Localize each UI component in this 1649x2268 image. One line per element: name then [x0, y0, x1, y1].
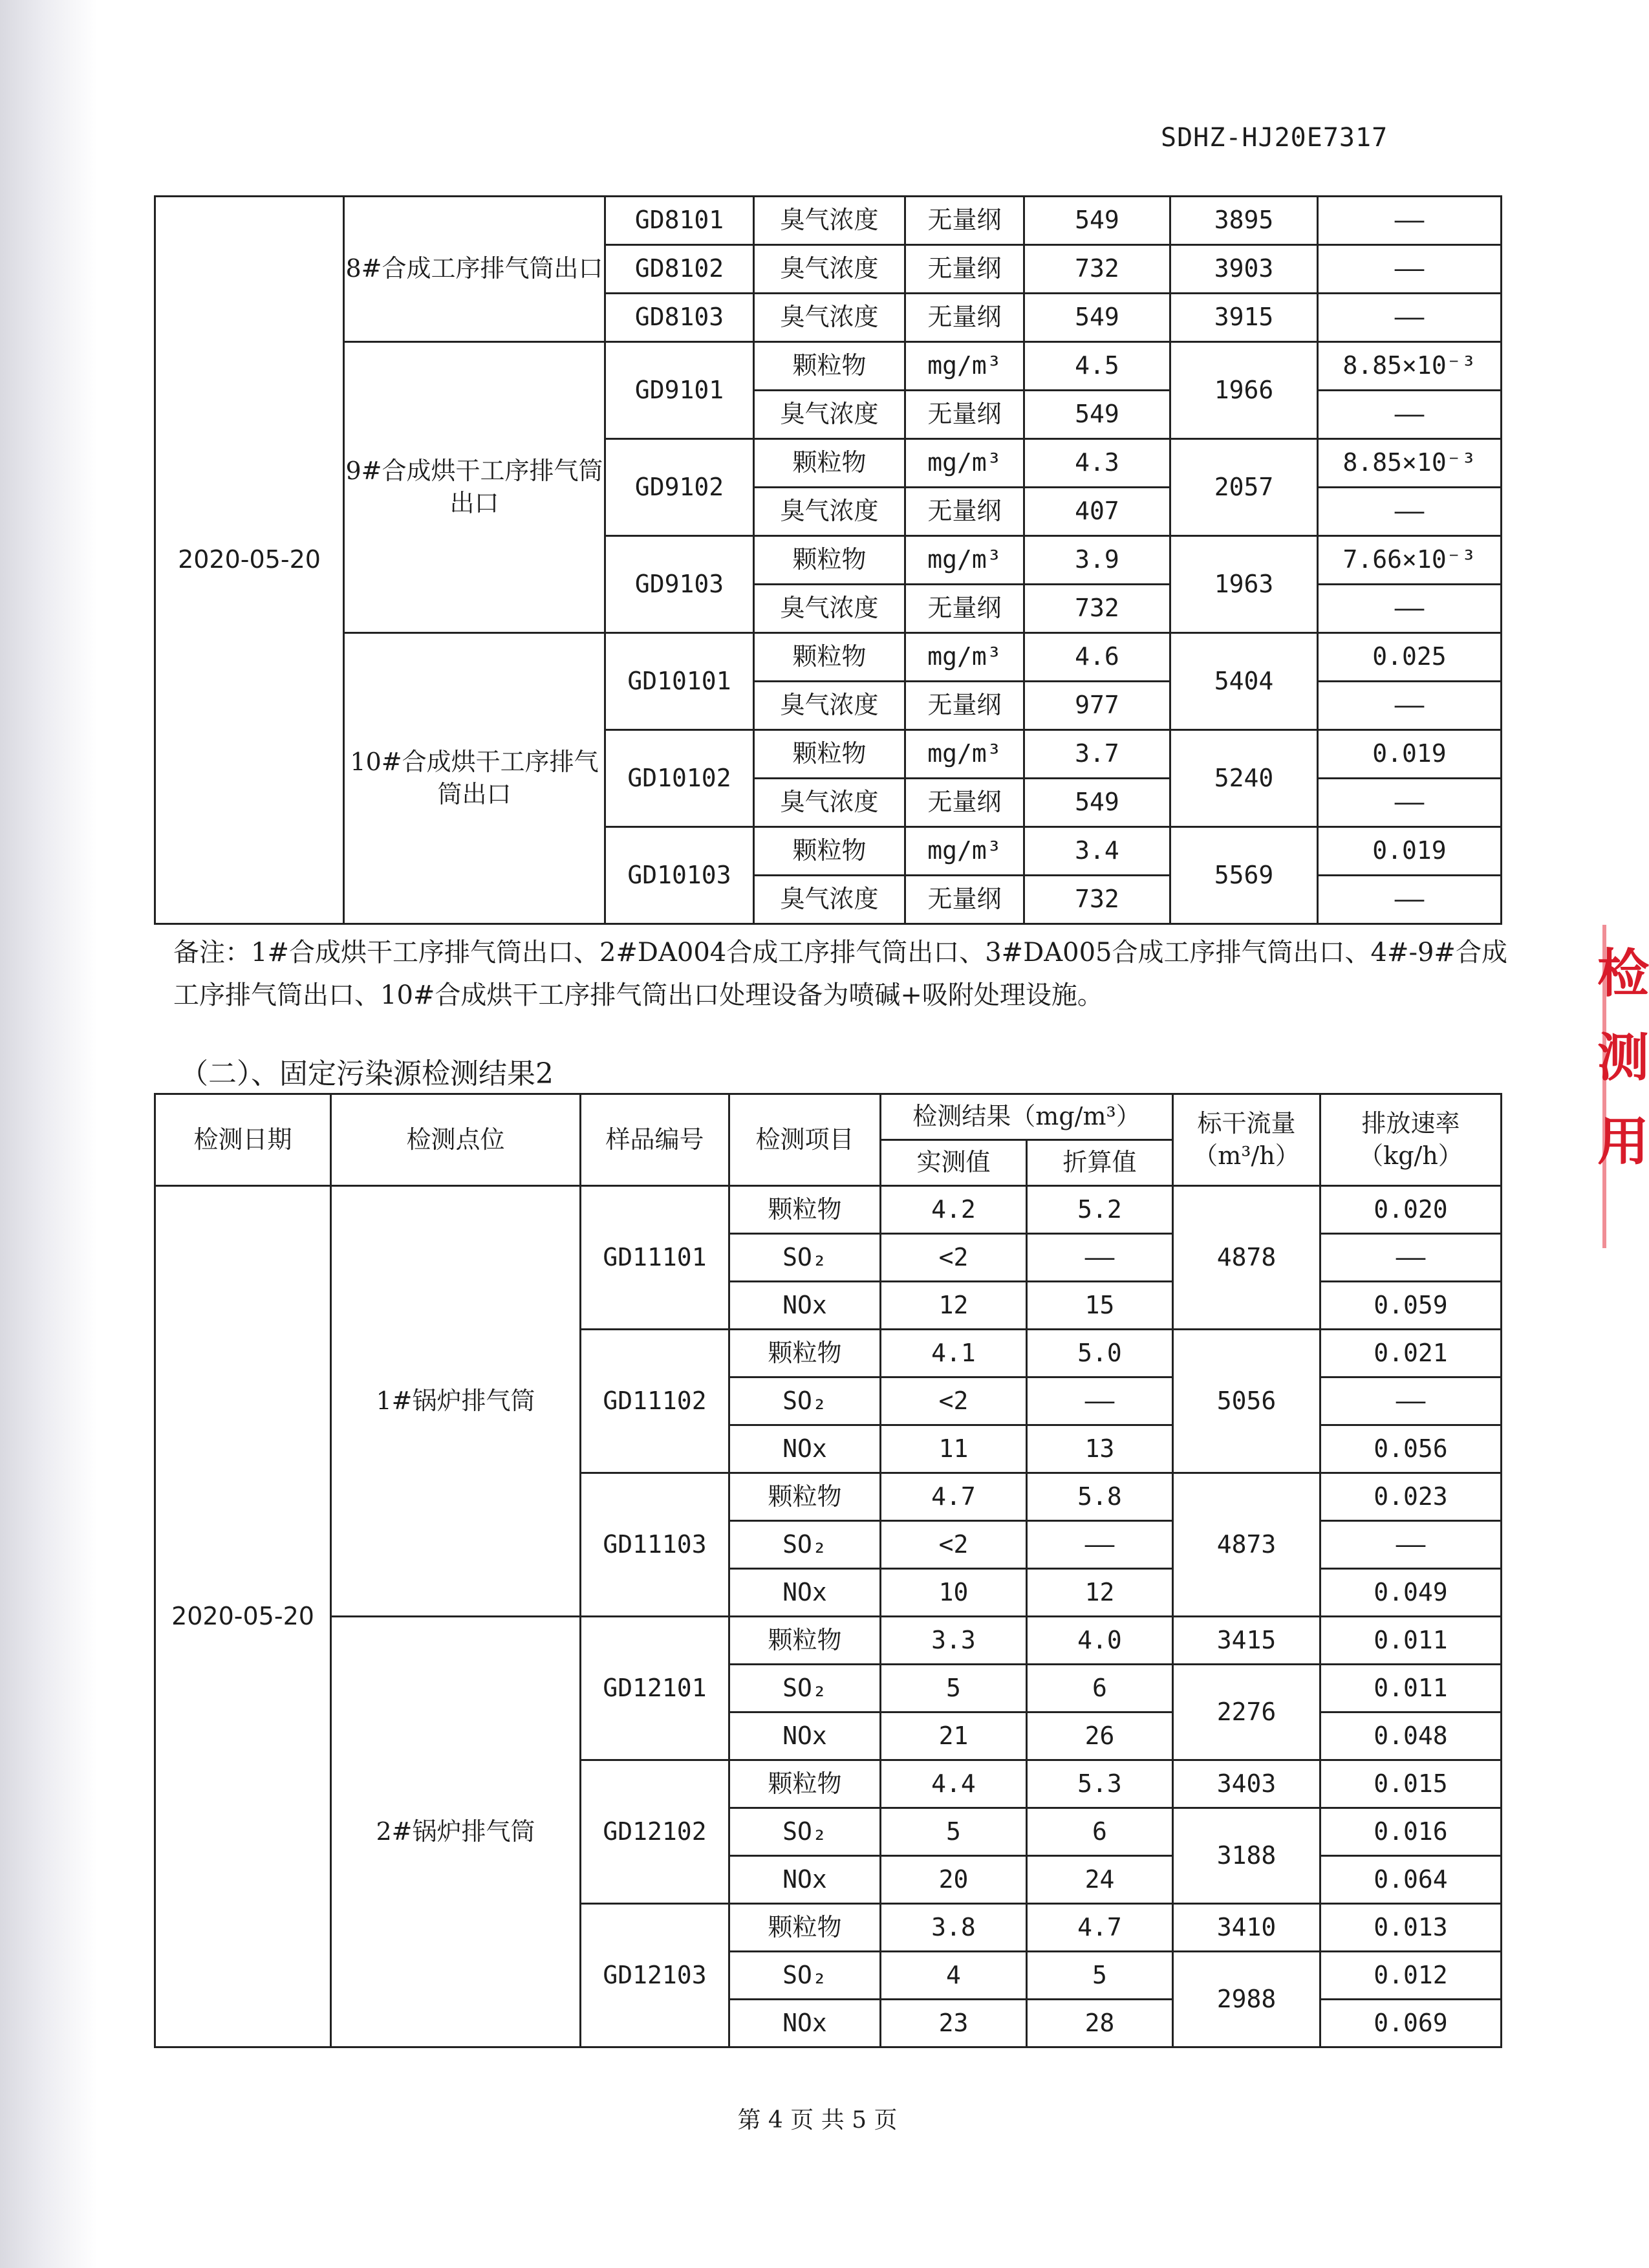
converted-value: 5.2: [1027, 1186, 1173, 1234]
test-item: 颗粒物: [729, 1617, 881, 1665]
table-row: [155, 633, 1502, 682]
converted-value: 5: [1027, 1952, 1173, 2000]
emission-rate: ——: [1318, 585, 1502, 633]
measured-value: 549: [1024, 294, 1170, 342]
table-row: [155, 197, 1502, 245]
unit: mg/m³: [905, 536, 1024, 585]
measured-value: 3.4: [1024, 827, 1170, 876]
test-item: 颗粒物: [754, 536, 905, 585]
test-item: SO₂: [729, 1808, 881, 1856]
emission-rate: ——: [1318, 876, 1502, 924]
header-rate-unit: （kg/h）: [1359, 1141, 1463, 1170]
unit: mg/m³: [905, 827, 1024, 876]
flow-rate: 2988: [1173, 1952, 1320, 2047]
converted-value: 4.0: [1027, 1617, 1173, 1665]
converted-value: 5.8: [1027, 1473, 1173, 1521]
test-item: SO₂: [729, 1665, 881, 1712]
converted-value: ——: [1027, 1521, 1173, 1569]
flow-rate: 1966: [1170, 342, 1318, 439]
converted-value: 28: [1027, 2000, 1173, 2047]
emission-rate: ——: [1318, 779, 1502, 827]
test-date: 2020-05-20: [155, 1186, 331, 2047]
emission-rate: 0.019: [1318, 827, 1502, 876]
measured-value: 10: [881, 1569, 1027, 1617]
emission-rate: 7.66×10⁻³: [1318, 536, 1502, 585]
measured-value: 732: [1024, 245, 1170, 294]
measured-value: 549: [1024, 391, 1170, 439]
converted-value: ——: [1027, 1377, 1173, 1425]
header-converted: 折算值: [1027, 1140, 1173, 1186]
test-item: 颗粒物: [729, 1473, 881, 1521]
measured-value: 23: [881, 2000, 1027, 2047]
converted-value: 12: [1027, 1569, 1173, 1617]
header-measured: 实测值: [881, 1140, 1027, 1186]
emission-rate: 0.048: [1320, 1712, 1502, 1760]
test-item: 臭气浓度: [754, 488, 905, 536]
emission-rate: ——: [1320, 1234, 1502, 1282]
test-date: 2020-05-20: [155, 197, 344, 924]
flow-rate: 4878: [1173, 1186, 1320, 1330]
test-item: 臭气浓度: [754, 876, 905, 924]
test-item: SO₂: [729, 1234, 881, 1282]
emission-rate: 8.85×10⁻³: [1318, 439, 1502, 488]
test-item: 颗粒物: [729, 1330, 881, 1377]
test-item: 臭气浓度: [754, 245, 905, 294]
emission-rate: 0.023: [1320, 1473, 1502, 1521]
test-item: NOx: [729, 1856, 881, 1904]
test-item: 颗粒物: [754, 633, 905, 682]
converted-value: 5.3: [1027, 1760, 1173, 1808]
test-item: 臭气浓度: [754, 682, 905, 730]
measured-value: 21: [881, 1712, 1027, 1760]
sample-id: GD9103: [605, 536, 754, 633]
emission-rate: ——: [1320, 1521, 1502, 1569]
emission-rate: 0.025: [1318, 633, 1502, 682]
emission-rate: ——: [1318, 488, 1502, 536]
header-point: 检测点位: [331, 1094, 581, 1186]
flow-rate: 1963: [1170, 536, 1318, 633]
header-rate: [1320, 1094, 1502, 1186]
flow-rate: 4873: [1173, 1473, 1320, 1617]
measured-value: 11: [881, 1425, 1027, 1473]
test-point: 9#合成烘干工序排气筒出口: [344, 342, 605, 633]
flow-rate: 5569: [1170, 827, 1318, 924]
sample-id: GD10103: [605, 827, 754, 924]
test-item: 颗粒物: [754, 439, 905, 488]
sample-id: GD11102: [581, 1330, 729, 1473]
emission-rate: ——: [1318, 682, 1502, 730]
test-item: NOx: [729, 1425, 881, 1473]
header-sample: 样品编号: [581, 1094, 729, 1186]
emission-rate: 0.059: [1320, 1282, 1502, 1330]
test-item: SO₂: [729, 1952, 881, 2000]
sample-id: GD12103: [581, 1904, 729, 2047]
test-item: 颗粒物: [729, 1904, 881, 1952]
sample-id: GD12101: [581, 1617, 729, 1760]
table-row: [155, 342, 1502, 391]
test-item: NOx: [729, 1712, 881, 1760]
emission-rate: 0.019: [1318, 730, 1502, 779]
flow-rate: 3410: [1173, 1904, 1320, 1952]
test-item: NOx: [729, 1282, 881, 1330]
measured-value: 5: [881, 1665, 1027, 1712]
measured-value: 20: [881, 1856, 1027, 1904]
emission-rate: 0.011: [1320, 1617, 1502, 1665]
flow-rate: 3895: [1170, 197, 1318, 245]
unit: 无量纲: [905, 197, 1024, 245]
test-item: 臭气浓度: [754, 391, 905, 439]
measured-value: 4.6: [1024, 633, 1170, 682]
document-id: SDHZ-HJ20E7317: [1161, 123, 1388, 153]
emission-rate: ——: [1318, 294, 1502, 342]
test-item: SO₂: [729, 1377, 881, 1425]
red-seal-stamp: 检 测 用: [1597, 943, 1649, 1172]
emission-rate: ——: [1318, 245, 1502, 294]
flow-rate: 5240: [1170, 730, 1318, 827]
test-item: 臭气浓度: [754, 197, 905, 245]
measured-value: 977: [1024, 682, 1170, 730]
emission-rate: 0.015: [1320, 1760, 1502, 1808]
flow-rate: 2057: [1170, 439, 1318, 536]
remark-note: 备注：1#合成烘干工序排气筒出口、2#DA004合成工序排气筒出口、3#DA005合成工序排气筒出口、4#-9#合成工序排气筒出口、10#合成烘干工序排气筒出口处理设备为喷碱+吸附处理设施。: [173, 938, 1507, 1010]
test-point: 10#合成烘干工序排气筒出口: [344, 633, 605, 924]
measured-value: <2: [881, 1377, 1027, 1425]
measured-value: 4.5: [1024, 342, 1170, 391]
measured-value: 3.9: [1024, 536, 1170, 585]
header-result: 检测结果（mg/m³）: [881, 1094, 1173, 1140]
header-rate-label: 排放速率: [1361, 1109, 1460, 1138]
emission-rate: 0.012: [1320, 1952, 1502, 2000]
emission-rate: 0.011: [1320, 1665, 1502, 1712]
measured-value: 3.8: [881, 1904, 1027, 1952]
sample-id: GD8102: [605, 245, 754, 294]
emission-rate: 0.049: [1320, 1569, 1502, 1617]
converted-value: 5.0: [1027, 1330, 1173, 1377]
emission-rate: ——: [1320, 1377, 1502, 1425]
converted-value: ——: [1027, 1234, 1173, 1282]
measured-value: 549: [1024, 197, 1170, 245]
measured-value: 4.7: [881, 1473, 1027, 1521]
sample-id: GD8103: [605, 294, 754, 342]
measured-value: 732: [1024, 585, 1170, 633]
sample-id: GD9101: [605, 342, 754, 439]
measured-value: 4.2: [881, 1186, 1027, 1234]
unit: 无量纲: [905, 245, 1024, 294]
test-item: 颗粒物: [729, 1186, 881, 1234]
converted-value: 6: [1027, 1808, 1173, 1856]
emission-rate: 8.85×10⁻³: [1318, 342, 1502, 391]
header-flow: [1173, 1094, 1320, 1186]
header-row: [155, 1094, 1502, 1140]
measured-value: 3.3: [881, 1617, 1027, 1665]
flow-rate: 3403: [1173, 1760, 1320, 1808]
emission-rate: ——: [1318, 391, 1502, 439]
unit: 无量纲: [905, 294, 1024, 342]
test-point: 2#锅炉排气筒: [331, 1617, 581, 2047]
test-item: 臭气浓度: [754, 294, 905, 342]
converted-value: 13: [1027, 1425, 1173, 1473]
header-date: 检测日期: [155, 1094, 331, 1186]
sample-id: GD12102: [581, 1760, 729, 1904]
unit: mg/m³: [905, 342, 1024, 391]
unit: mg/m³: [905, 633, 1024, 682]
test-item: 臭气浓度: [754, 585, 905, 633]
sample-id: GD10102: [605, 730, 754, 827]
measured-value: 4: [881, 1952, 1027, 2000]
header-flow-label: 标干流量: [1197, 1109, 1296, 1138]
flow-rate: 3915: [1170, 294, 1318, 342]
test-point: 1#锅炉排气筒: [331, 1186, 581, 1617]
sample-id: GD10101: [605, 633, 754, 730]
table-row: [155, 1186, 1502, 1234]
emission-rate: 0.016: [1320, 1808, 1502, 1856]
header-item: 检测项目: [729, 1094, 881, 1186]
measured-value: 4.1: [881, 1330, 1027, 1377]
emission-rate: 0.021: [1320, 1330, 1502, 1377]
test-item: 颗粒物: [754, 730, 905, 779]
converted-value: 15: [1027, 1282, 1173, 1330]
table-row: [155, 1617, 1502, 1665]
unit: mg/m³: [905, 439, 1024, 488]
test-item: 臭气浓度: [754, 779, 905, 827]
test-item: NOx: [729, 1569, 881, 1617]
page-edge-shadow: [0, 0, 97, 2268]
measured-value: 407: [1024, 488, 1170, 536]
header-flow-unit: （m³/h）: [1193, 1141, 1300, 1170]
emission-rate: 0.056: [1320, 1425, 1502, 1473]
unit: 无量纲: [905, 391, 1024, 439]
unit: 无量纲: [905, 488, 1024, 536]
measured-value: 3.7: [1024, 730, 1170, 779]
sample-id: GD11101: [581, 1186, 729, 1330]
measured-value: <2: [881, 1521, 1027, 1569]
sample-id: GD11103: [581, 1473, 729, 1617]
test-item: 颗粒物: [754, 342, 905, 391]
test-item: 颗粒物: [754, 827, 905, 876]
emission-rate: 0.013: [1320, 1904, 1502, 1952]
emission-rate: 0.020: [1320, 1186, 1502, 1234]
flow-rate: 3415: [1173, 1617, 1320, 1665]
test-point: 8#合成工序排气筒出口: [344, 197, 605, 342]
unit: mg/m³: [905, 730, 1024, 779]
sample-id: GD8101: [605, 197, 754, 245]
measured-value: 549: [1024, 779, 1170, 827]
measured-value: 12: [881, 1282, 1027, 1330]
flow-rate: 5056: [1173, 1330, 1320, 1473]
flow-rate: 3188: [1173, 1808, 1320, 1904]
results-table-continued: [154, 195, 1502, 925]
emission-rate: 0.069: [1320, 2000, 1502, 2047]
flow-rate: 2276: [1173, 1665, 1320, 1760]
results-table-2: [154, 1093, 1502, 2048]
measured-value: 732: [1024, 876, 1170, 924]
unit: 无量纲: [905, 876, 1024, 924]
measured-value: 4.3: [1024, 439, 1170, 488]
unit: 无量纲: [905, 585, 1024, 633]
measured-value: 4.4: [881, 1760, 1027, 1808]
test-item: NOx: [729, 2000, 881, 2047]
converted-value: 4.7: [1027, 1904, 1173, 1952]
flow-rate: 5404: [1170, 633, 1318, 730]
measured-value: <2: [881, 1234, 1027, 1282]
converted-value: 26: [1027, 1712, 1173, 1760]
page-footer: 第 4 页 共 5 页: [737, 2107, 898, 2133]
test-item: 颗粒物: [729, 1760, 881, 1808]
flow-rate: 3903: [1170, 245, 1318, 294]
unit: 无量纲: [905, 779, 1024, 827]
measured-value: 5: [881, 1808, 1027, 1856]
emission-rate: 0.064: [1320, 1856, 1502, 1904]
section-title: （二）、固定污染源检测结果2: [180, 1057, 554, 1090]
emission-rate: ——: [1318, 197, 1502, 245]
unit: 无量纲: [905, 682, 1024, 730]
converted-value: 6: [1027, 1665, 1173, 1712]
sample-id: GD9102: [605, 439, 754, 536]
test-item: SO₂: [729, 1521, 881, 1569]
converted-value: 24: [1027, 1856, 1173, 1904]
